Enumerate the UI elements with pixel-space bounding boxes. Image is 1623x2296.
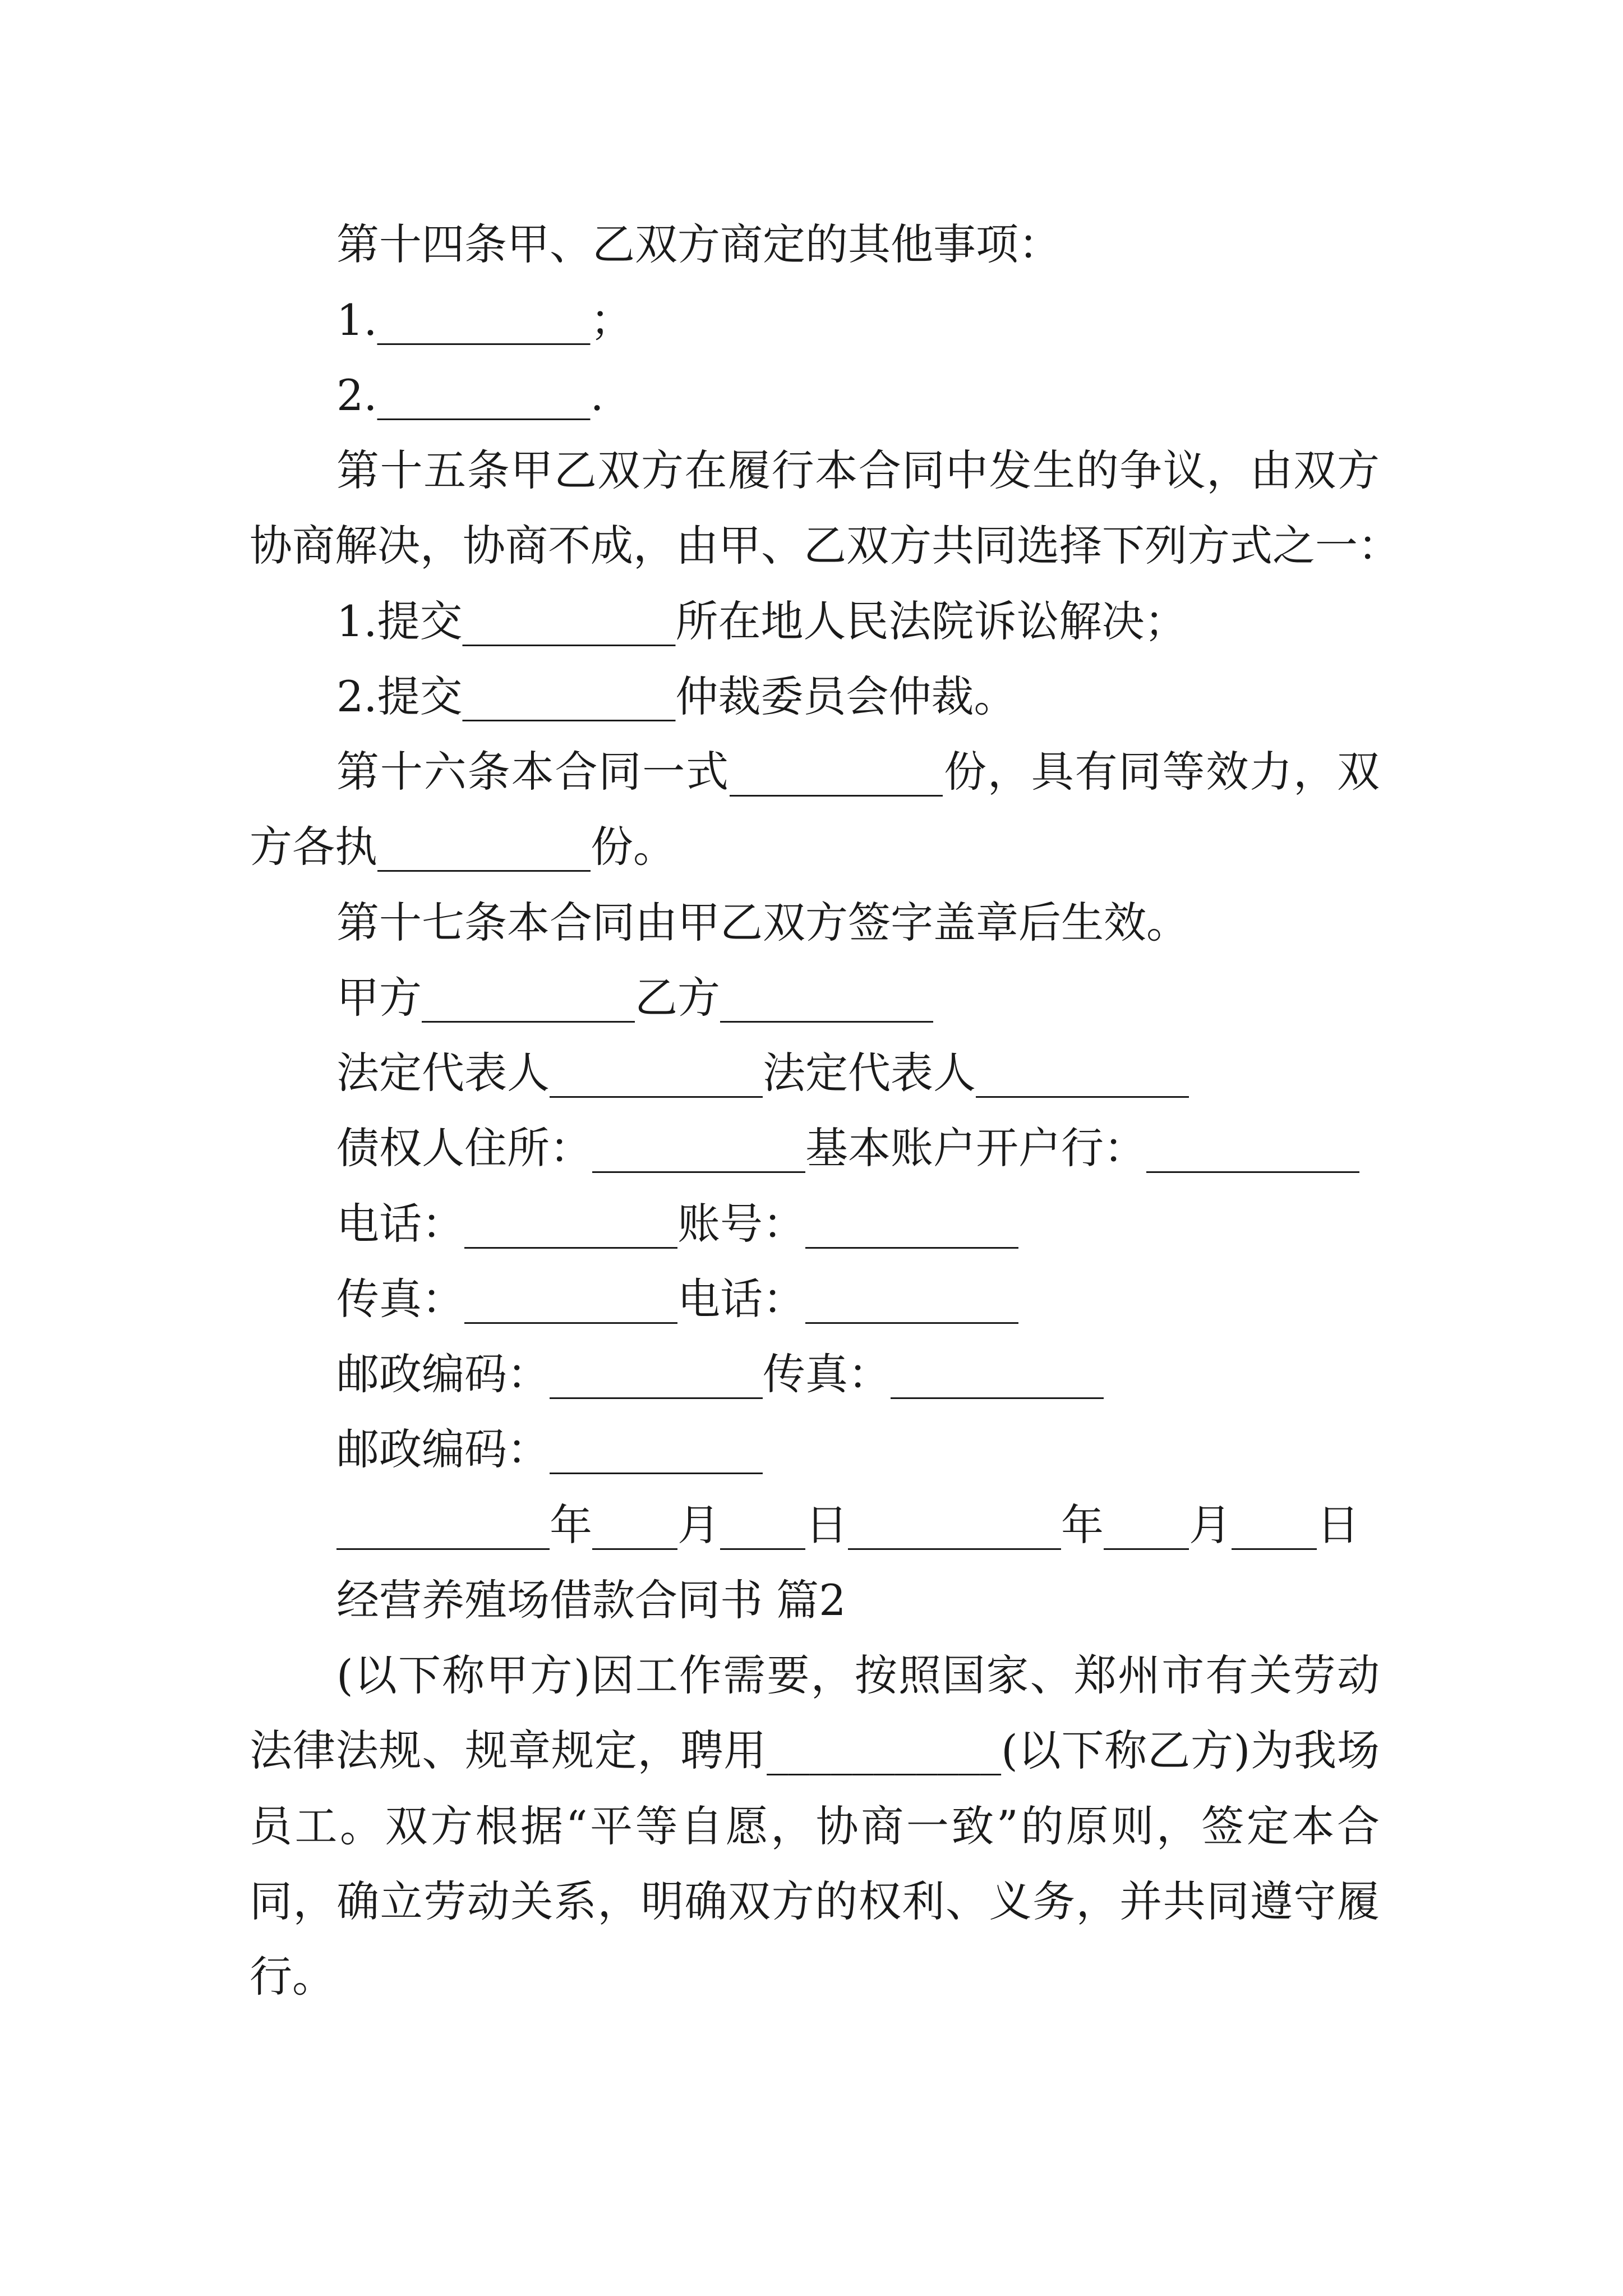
- signature-fax-phone: 传真：__________电话：__________: [336, 1274, 1018, 1324]
- signature-postcode-fax: 邮政编码：__________传真：__________: [336, 1349, 1104, 1399]
- article-14-item-2: 2.__________.: [336, 370, 604, 420]
- section-2-para-line-3: 员工。双方根据“平等自愿，协商一致”的原则，签定本合: [250, 1801, 1380, 1851]
- article-16-line-1: 第十六条本合同一式__________份，具有同等效力，双: [336, 747, 1380, 797]
- section-title-2: 经营养殖场借款合同书 篇2: [336, 1575, 846, 1625]
- signature-parties: 甲方__________乙方__________: [336, 973, 933, 1023]
- article-14-item-1: 1.__________；: [336, 295, 633, 345]
- article-15-option-1: 1.提交__________所在地人民法院诉讼解决；: [336, 596, 1187, 646]
- section-2-para-line-5: 行。: [250, 1952, 335, 2001]
- signature-dates: __________年____月____日__________年____月____日: [336, 1500, 1359, 1550]
- article-15-option-2: 2.提交__________仲裁委员会仲裁。: [336, 671, 1017, 721]
- signature-address-bank: 债权人住所：__________基本账户开户行：__________: [336, 1123, 1359, 1173]
- article-17: 第十七条本合同由甲乙双方签字盖章后生效。: [336, 898, 1189, 947]
- section-2-para-line-1: (以下称甲方)因工作需要，按照国家、郑州市有关劳动: [336, 1650, 1380, 1700]
- article-14-heading: 第十四条甲、乙双方商定的其他事项：: [336, 219, 1061, 269]
- section-2-para-line-4: 同，确立劳动关系，明确双方的权利、义务，并共同遵守履: [250, 1876, 1380, 1926]
- signature-postcode: 邮政编码：__________: [336, 1424, 763, 1474]
- article-16-line-2: 方各执__________份。: [250, 822, 676, 872]
- signature-legal-representatives: 法定代表人__________法定代表人__________: [336, 1048, 1189, 1098]
- article-15-line-1: 第十五条甲乙双方在履行本合同中发生的争议，由双方: [336, 445, 1380, 495]
- signature-phone-account: 电话：__________账号：__________: [336, 1199, 1018, 1249]
- section-2-para-line-2: 法律法规、规章规定，聘用___________(以下称乙方)为我场: [250, 1726, 1380, 1775]
- article-15-line-2: 协商解决，协商不成，由甲、乙双方共同选择下列方式之一：: [250, 521, 1400, 570]
